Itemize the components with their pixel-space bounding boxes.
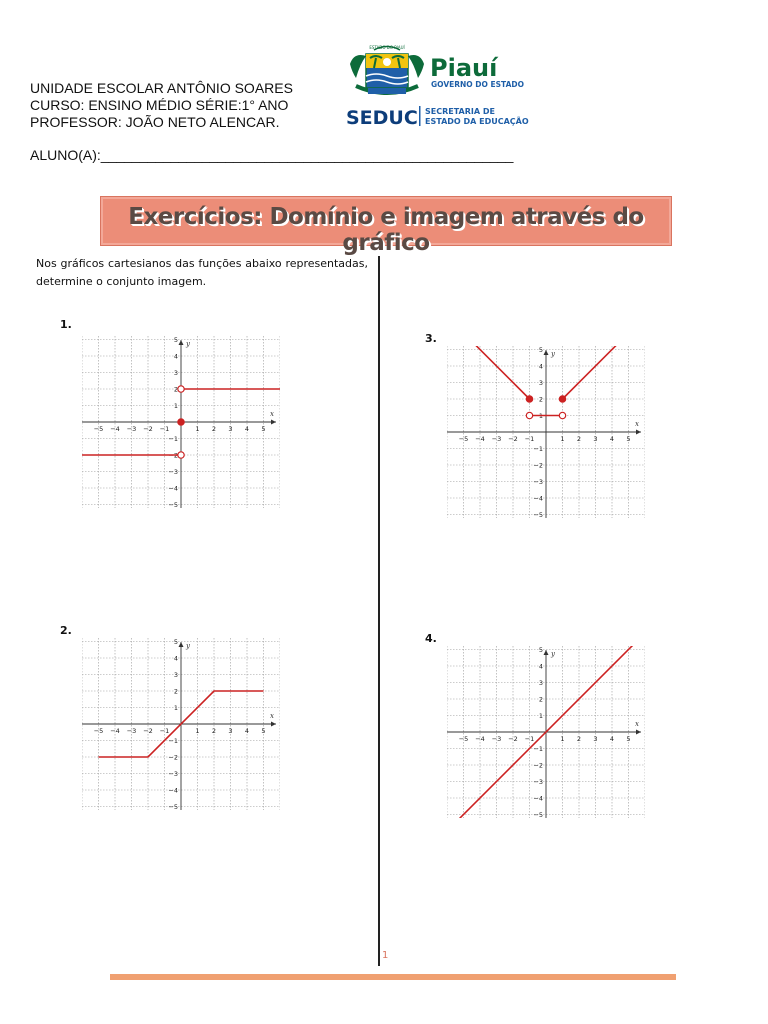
- y-tick-label: −4: [168, 786, 178, 795]
- teacher-line: PROFESSOR: JOÃO NETO ALENCAR.: [30, 114, 280, 130]
- x-tick-label: 5: [626, 735, 631, 743]
- y-tick-label: 5: [538, 346, 543, 354]
- x-tick-label: −3: [491, 435, 502, 443]
- open-point: [526, 412, 532, 418]
- x-tick-label: 1: [195, 425, 200, 433]
- logo-dept: SEDUC: [346, 107, 418, 129]
- question-4-label: 4.: [425, 632, 437, 645]
- x-axis-label: x: [635, 420, 639, 428]
- y-tick-label: −4: [533, 494, 543, 503]
- y-tick-label: −2: [168, 451, 178, 460]
- y-tick-label: 5: [538, 646, 543, 654]
- emblem-state-text: ESTADO DO PIAUÍ: [369, 45, 405, 50]
- y-tick-label: 2: [538, 695, 543, 704]
- x-tick-label: −4: [110, 425, 120, 433]
- y-tick-label: 2: [173, 687, 178, 696]
- y-tick-label: 2: [538, 395, 543, 404]
- y-tick-label: 1: [173, 704, 178, 712]
- y-tick-label: 4: [538, 362, 543, 371]
- graph-2: [82, 638, 280, 810]
- y-axis-arrow: [179, 340, 184, 345]
- y-tick-label: 3: [538, 379, 543, 387]
- y-tick-label: −1: [168, 737, 178, 745]
- x-tick-label: 1: [195, 727, 200, 735]
- instructions-text: Nos gráficos cartesianos das funções abaixo representadas, determine o conjunto imagem.: [36, 257, 368, 288]
- open-point: [178, 452, 184, 458]
- x-tick-label: 2: [211, 727, 217, 735]
- title-banner: [100, 196, 672, 256]
- x-axis-label: x: [270, 410, 274, 418]
- y-tick-label: −5: [168, 803, 178, 810]
- x-tick-label: −5: [458, 435, 469, 443]
- x-axis-arrow: [636, 430, 641, 435]
- school-header: [30, 80, 293, 131]
- y-tick-label: 4: [173, 352, 178, 361]
- x-tick-label: 4: [609, 435, 615, 443]
- student-name-field[interactable]: ALUNO(A):_____________________________________________________: [30, 147, 514, 163]
- x-axis-arrow: [271, 420, 276, 425]
- logo-dept-line1: SECRETARIA DE: [425, 107, 495, 116]
- y-axis-arrow: [544, 350, 549, 355]
- y-tick-label: −4: [533, 794, 543, 803]
- y-tick-label: −5: [168, 501, 178, 508]
- graph-3: [447, 346, 645, 518]
- x-tick-label: 5: [261, 425, 266, 433]
- y-tick-label: 4: [173, 654, 178, 663]
- y-tick-label: −3: [533, 478, 543, 486]
- y-tick-label: 3: [173, 369, 178, 377]
- question-2-label: 2.: [60, 624, 72, 637]
- x-tick-label: 5: [626, 435, 631, 443]
- x-axis-label: x: [270, 712, 274, 720]
- graph-1: [82, 336, 280, 508]
- y-tick-label: −5: [533, 511, 543, 518]
- question-3-label: 3.: [425, 332, 437, 345]
- y-tick-label: 1: [173, 402, 178, 410]
- x-tick-label: 3: [593, 735, 598, 743]
- banner-title: Exercícios: Domínio e imagem através do gráfico: [128, 204, 644, 256]
- x-tick-label: −1: [159, 727, 170, 735]
- x-tick-label: 2: [576, 735, 582, 743]
- x-tick-label: 4: [609, 735, 615, 743]
- x-tick-label: −1: [524, 435, 535, 443]
- seduc-piaui-logo: [344, 42, 534, 132]
- x-tick-label: −5: [458, 735, 469, 743]
- y-tick-label: −5: [533, 811, 543, 818]
- state-emblem-icon: [350, 45, 424, 94]
- x-tick-label: −4: [110, 727, 120, 735]
- school-name: UNIDADE ESCOLAR ANTÔNIO SOARES: [30, 80, 293, 96]
- y-tick-label: −2: [533, 761, 543, 770]
- x-tick-label: −4: [475, 735, 485, 743]
- graph-4: [447, 646, 645, 818]
- x-tick-label: 3: [228, 727, 233, 735]
- y-axis-label: y: [186, 340, 190, 348]
- x-tick-label: −3: [126, 425, 137, 433]
- open-point: [178, 386, 184, 392]
- y-axis-arrow: [179, 642, 184, 647]
- y-tick-label: 4: [538, 662, 543, 671]
- x-tick-label: −2: [508, 435, 518, 443]
- closed-point: [559, 396, 565, 402]
- x-tick-label: −1: [524, 735, 535, 743]
- column-divider: [378, 256, 380, 966]
- footer-bar: [110, 974, 676, 980]
- course-line: CURSO: ENSINO MÉDIO SÉRIE:1° ANO: [30, 97, 289, 113]
- x-tick-label: 4: [244, 425, 250, 433]
- x-tick-label: 1: [560, 435, 565, 443]
- y-tick-label: −1: [533, 445, 543, 453]
- logo-brand-sub: GOVERNO DO ESTADO: [431, 80, 524, 89]
- logo-brand: Piauí: [430, 54, 498, 82]
- x-tick-label: −2: [143, 425, 153, 433]
- x-tick-label: −5: [93, 425, 104, 433]
- page-number: 1: [382, 950, 389, 961]
- logo-dept-line2: ESTADO DA EDUCAÇÃO: [425, 117, 529, 126]
- y-tick-label: 3: [538, 679, 543, 687]
- x-tick-label: 2: [211, 425, 217, 433]
- y-tick-label: −1: [533, 745, 543, 753]
- x-tick-label: −3: [126, 727, 137, 735]
- y-tick-label: −2: [533, 461, 543, 470]
- y-axis-label: y: [551, 650, 555, 658]
- y-tick-label: −4: [168, 484, 178, 493]
- x-tick-label: 2: [576, 435, 582, 443]
- x-tick-label: −2: [508, 735, 518, 743]
- x-tick-label: −1: [159, 425, 170, 433]
- closed-point: [526, 396, 532, 402]
- y-tick-label: 1: [538, 712, 543, 720]
- x-tick-label: 1: [560, 735, 565, 743]
- x-tick-label: 4: [244, 727, 250, 735]
- y-axis-label: y: [551, 350, 555, 358]
- y-tick-label: 2: [173, 385, 178, 394]
- x-tick-label: −3: [491, 735, 502, 743]
- y-tick-label: −3: [168, 468, 178, 476]
- y-axis-label: y: [186, 642, 190, 650]
- x-axis-arrow: [271, 722, 276, 727]
- x-tick-label: 3: [228, 425, 233, 433]
- x-axis-label: x: [635, 720, 639, 728]
- y-tick-label: −3: [533, 778, 543, 786]
- y-tick-label: −2: [168, 753, 178, 762]
- x-tick-label: 3: [593, 435, 598, 443]
- x-tick-label: −5: [93, 727, 104, 735]
- question-1-label: 1.: [60, 318, 72, 331]
- y-tick-label: 1: [538, 412, 543, 420]
- open-point: [559, 412, 565, 418]
- x-tick-label: −2: [143, 727, 153, 735]
- y-tick-label: 3: [173, 671, 178, 679]
- x-tick-label: −4: [475, 435, 485, 443]
- y-tick-label: −1: [168, 435, 178, 443]
- closed-point: [178, 419, 184, 425]
- x-axis-arrow: [636, 730, 641, 735]
- y-tick-label: 5: [173, 336, 178, 344]
- x-tick-label: 5: [261, 727, 266, 735]
- y-axis-arrow: [544, 650, 549, 655]
- y-tick-label: −3: [168, 770, 178, 778]
- y-tick-label: 5: [173, 638, 178, 646]
